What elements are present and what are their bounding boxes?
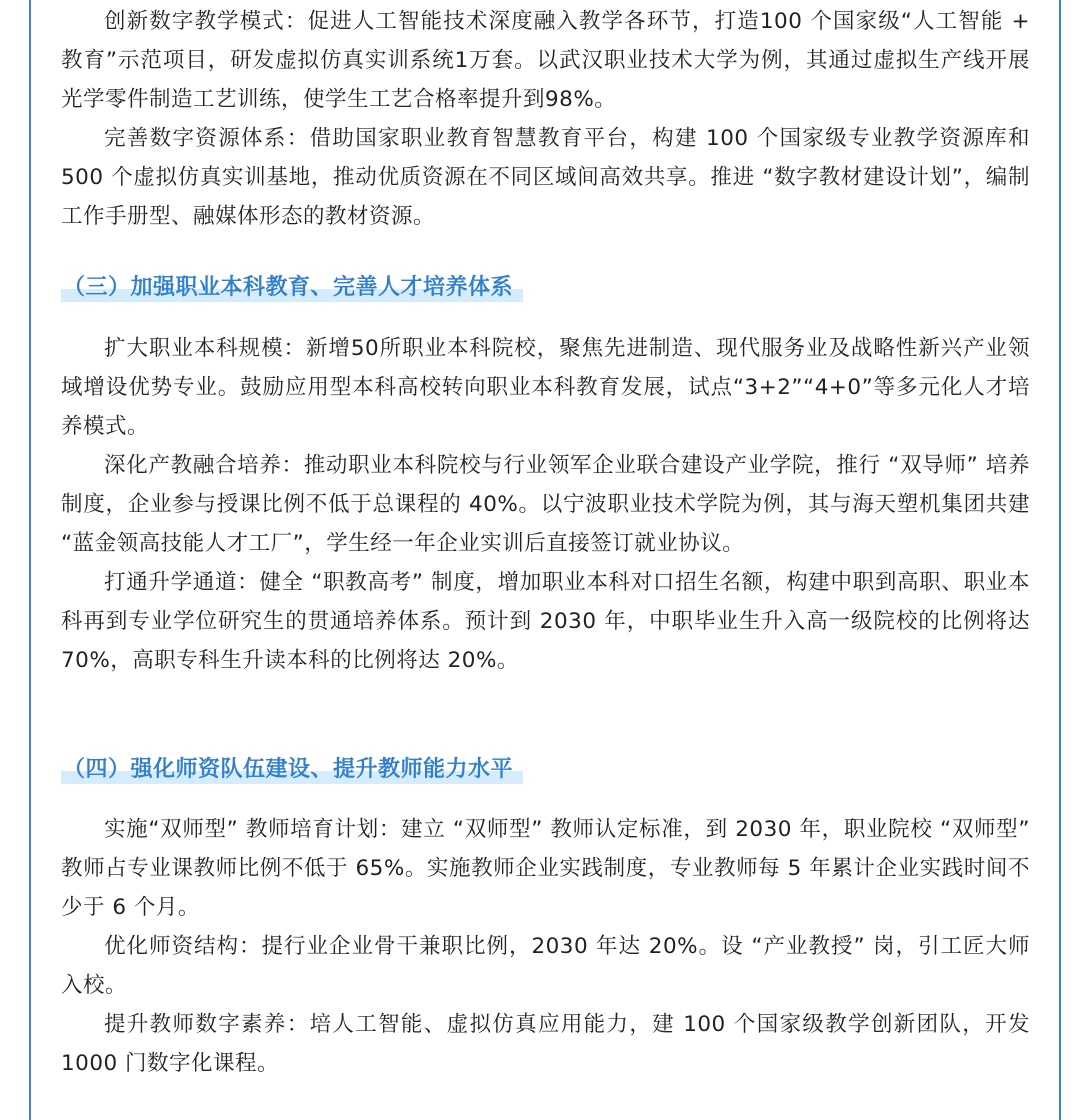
paragraph-expand-vocational-undergrad: 扩大职业本科规模：新增50所职业本科院校，聚焦先进制造、现代服务业及战略性新兴产业领域增设优势专业。鼓励应用型本科高校转向职业本科教育发展，试点“3+2”“4+0”等多元化人才培养模式。: [61, 336, 1030, 439]
paragraph-industry-education-integration: 深化产教融合培养：推动职业本科院校与行业领军企业联合建设产业学院，推行 “双导师” 培养制度，企业参与授课比例不低于总课程的 40%。以宁波职业技术学院为例，其与海天塑机集团共建 “蓝金领高技能人才工厂”，学生经一年企业实训后直接签订就业协议。: [61, 453, 1030, 556]
paragraph-optimize-faculty-structure: 优化师资结构：提行业企业骨干兼职比例，2030 年达 20%。设 “产业教授” 岗，引工匠大师入校。: [61, 934, 1030, 998]
paragraph-further-education-channel: 打通升学通道：健全 “职教高考” 制度，增加职业本科对口招生名额，构建中职到高职、职业本科再到专业学位研究生的贯通培养体系。预计到 2030 年，中职毕业生升入高一级院校的比例将达 70%，高职专科生升读本科的比例将达 20%。: [61, 570, 1030, 673]
paragraph-digital-resource-system: 完善数字资源体系：借助国家职业教育智慧教育平台，构建 100 个国家级专业教学资源库和 500 个虚拟仿真实训基地，推动优质资源在不同区域间高效共享。推进 “数字教材建设计划”，编制工作手册型、融媒体形态的教材资源。: [61, 126, 1030, 229]
paragraph-dual-qualified-teachers: 实施“双师型” 教师培育计划：建立 “双师型” 教师认定标准，到 2030 年，职业院校 “双师型” 教师占专业课教师比例不低于 65%。实施教师企业实践制度，专业教师每 5 年累计企业实践时间不少于 6 个月。: [61, 817, 1030, 920]
intro-section: [61, 2, 1030, 236]
paragraph-teacher-digital-literacy: 提升教师数字素养：培人工智能、虚拟仿真应用能力，建 100 个国家级教学创新团队，开发 1000 门数字化课程。: [61, 1012, 1030, 1076]
section-4-heading: （四）强化师资队伍建设、提升教师能力水平: [61, 755, 523, 785]
section-3-heading: （三）加强职业本科教育、完善人才培养体系: [61, 273, 523, 303]
section-3-body: [61, 329, 1030, 680]
section-3-heading-wrap: [61, 273, 523, 303]
section-4-body: [61, 810, 1030, 1083]
section-4-heading-wrap: [61, 755, 523, 785]
paragraph-digital-teaching-mode: 创新数字教学模式：促进人工智能技术深度融入教学各环节，打造100 个国家级“人工智能 + 教育”示范项目，研发虚拟仿真实训系统1万套。以武汉职业技术大学为例，其通过虚拟生产线开展光学零件制造工艺训练，使学生工艺合格率提升到98%。: [61, 9, 1030, 112]
